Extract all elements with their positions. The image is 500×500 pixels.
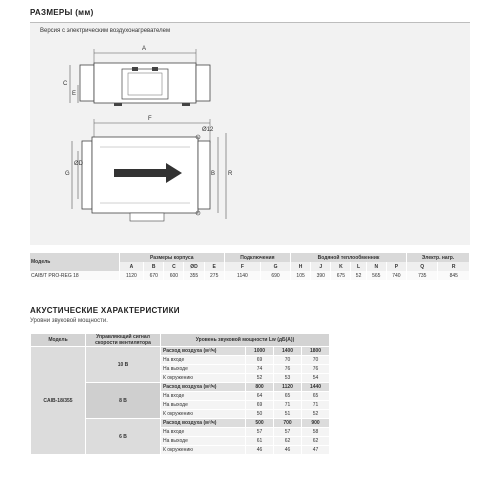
- unit-drawing: [30, 23, 470, 245]
- ac-value: 74: [246, 365, 274, 374]
- ac-value: 76: [274, 365, 302, 374]
- dim-letter: Q: [407, 262, 438, 271]
- ac-row-label: На выходе: [161, 401, 246, 410]
- ac-flow: 1000: [246, 347, 274, 356]
- ac-value: 52: [302, 410, 330, 419]
- dimensions-title: РАЗМЕРЫ (мм): [30, 8, 94, 17]
- dim-value: 1120: [119, 271, 143, 280]
- ac-flow-label: Расход воздуха (м³/ч): [161, 347, 246, 356]
- acoustic-title: АКУСТИЧЕСКИЕ ХАРАКТЕРИСТИКИ: [30, 306, 180, 315]
- label-f: F: [148, 116, 152, 122]
- ac-value: 71: [302, 401, 330, 410]
- dim-value: 105: [291, 271, 311, 280]
- ac-value: 76: [302, 365, 330, 374]
- ac-flow-label: Расход воздуха (м³/ч): [161, 383, 246, 392]
- dim-letter: G: [261, 262, 291, 271]
- label-r: R: [228, 171, 233, 177]
- ac-model: CAIB-18/355: [31, 347, 86, 455]
- version-caption: Версия с электрическим воздухонагревателем: [40, 28, 171, 34]
- ac-row-label: На выходе: [161, 365, 246, 374]
- ac-speed: 8 В: [86, 383, 161, 419]
- dim-letter: P: [386, 262, 406, 271]
- dim-letter: R: [438, 262, 470, 271]
- ac-row-label: К окружению: [161, 410, 246, 419]
- dim-value: 845: [438, 271, 470, 280]
- ac-row-label: На входе: [161, 428, 246, 437]
- dim-value: 275: [204, 271, 224, 280]
- ac-value: 51: [274, 410, 302, 419]
- dim-row-model: CAIB/T PRO-REG 18: [30, 271, 119, 280]
- dim-value: 600: [164, 271, 184, 280]
- dim-letter: F: [224, 262, 260, 271]
- label-e: E: [72, 91, 77, 97]
- ac-value: 62: [302, 437, 330, 446]
- ac-value: 46: [274, 446, 302, 455]
- ac-speed: 6 В: [86, 419, 161, 455]
- dim-letter: N: [366, 262, 386, 271]
- ac-value: 57: [246, 428, 274, 437]
- ac-value: 46: [246, 446, 274, 455]
- acoustic-caption: Уровни звуковой мощности.: [30, 318, 108, 324]
- dim-letter: ØD: [184, 262, 204, 271]
- dim-value: 565: [366, 271, 386, 280]
- dim-letter: A: [119, 262, 143, 271]
- label-c: C: [63, 81, 68, 87]
- ac-row-label: К окружению: [161, 374, 246, 383]
- ac-value: 47: [302, 446, 330, 455]
- dim-letter: B: [144, 262, 164, 271]
- dim-model-header: Модель: [30, 253, 119, 271]
- table-row: [30, 271, 470, 280]
- ac-flow: 900: [302, 419, 330, 428]
- ac-row-label: На выходе: [161, 437, 246, 446]
- ac-row-label: На входе: [161, 356, 246, 365]
- ac-flow: 500: [246, 419, 274, 428]
- ac-flow: 1400: [274, 347, 302, 356]
- label-b: B: [211, 171, 216, 177]
- dim-letter: J: [311, 262, 331, 271]
- ac-value: 53: [274, 374, 302, 383]
- dim-letter: E: [204, 262, 224, 271]
- label-phi-d: ØD: [74, 161, 83, 167]
- ac-value: 71: [274, 401, 302, 410]
- ac-value: 52: [246, 374, 274, 383]
- ac-value: 64: [246, 392, 274, 401]
- ac-value: 54: [302, 374, 330, 383]
- ac-flow: 1440: [302, 383, 330, 392]
- ac-value: 65: [274, 392, 302, 401]
- ac-value: 69: [246, 356, 274, 365]
- dim-value: 52: [351, 271, 366, 280]
- ac-flow: 1800: [302, 347, 330, 356]
- dim-value: 690: [261, 271, 291, 280]
- dim-value: 390: [311, 271, 331, 280]
- dim-letter: K: [331, 262, 351, 271]
- ac-value: 70: [302, 356, 330, 365]
- acoustic-table: [30, 333, 330, 455]
- ac-speed: 10 В: [86, 347, 161, 383]
- ac-row-label: На входе: [161, 392, 246, 401]
- ac-power-header: Уровень звуковой мощности Lw (дБ(A)): [161, 334, 330, 347]
- ac-value: 50: [246, 410, 274, 419]
- dim-value: 355: [184, 271, 204, 280]
- label-g: G: [65, 171, 70, 177]
- ac-flow: 700: [274, 419, 302, 428]
- dim-value: 675: [331, 271, 351, 280]
- ac-flow: 800: [246, 383, 274, 392]
- dim-value: 1140: [224, 271, 260, 280]
- dim-letter: H: [291, 262, 311, 271]
- dim-group-header: Водяной теплообменник: [291, 253, 407, 262]
- ac-row-label: К окружению: [161, 446, 246, 455]
- ac-value: 65: [302, 392, 330, 401]
- dim-value: 740: [386, 271, 406, 280]
- label-diam: Ø12: [202, 127, 214, 133]
- technical-drawing: [30, 22, 470, 245]
- ac-value: 62: [274, 437, 302, 446]
- dim-letter: L: [351, 262, 366, 271]
- dim-group-header: Подключения: [224, 253, 290, 262]
- ac-value: 69: [246, 401, 274, 410]
- ac-value: 57: [274, 428, 302, 437]
- dim-group-header: Размеры корпуса: [119, 253, 224, 262]
- ac-model-header: Модель: [31, 334, 86, 347]
- ac-flow-label: Расход воздуха (м³/ч): [161, 419, 246, 428]
- ac-signal-header: Управляющий сигнал скорости вентилятора: [86, 334, 161, 347]
- ac-flow: 1120: [274, 383, 302, 392]
- ac-value: 58: [302, 428, 330, 437]
- dimensions-table: [30, 253, 470, 280]
- label-a: A: [142, 46, 147, 52]
- dim-group-header: Электр. нагр.: [407, 253, 470, 262]
- ac-value: 70: [274, 356, 302, 365]
- dim-letter: C: [164, 262, 184, 271]
- ac-value: 61: [246, 437, 274, 446]
- dim-value: 670: [144, 271, 164, 280]
- dim-value: 735: [407, 271, 438, 280]
